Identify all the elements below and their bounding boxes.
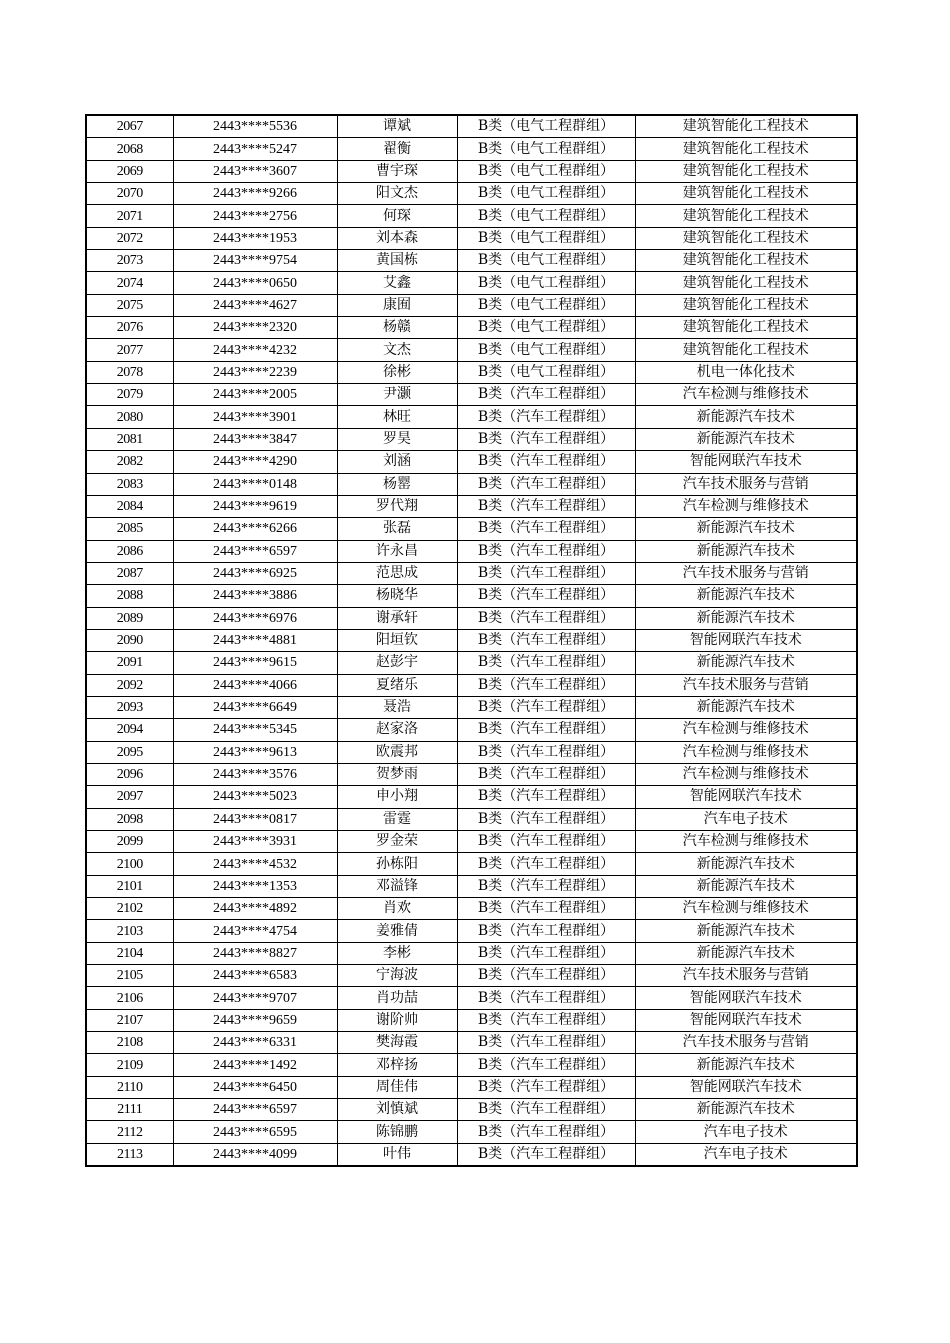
table-row	[86, 183, 857, 205]
table-row	[86, 250, 857, 272]
candidate-name-cell: 李彬	[337, 942, 457, 964]
major-cell: 新能源汽车技术	[635, 942, 857, 964]
table-row	[86, 942, 857, 964]
category-group-cell: B类（汽车工程群组）	[457, 853, 635, 875]
table-row	[86, 138, 857, 160]
candidate-id-cell: 2443****3901	[173, 406, 337, 428]
candidate-id-cell: 2443****5345	[173, 719, 337, 741]
candidate-name-cell: 阳文杰	[337, 183, 457, 205]
major-cell: 新能源汽车技术	[635, 540, 857, 562]
row-number-cell: 2103	[86, 920, 173, 942]
major-cell: 新能源汽车技术	[635, 406, 857, 428]
major-cell: 建筑智能化工程技术	[635, 138, 857, 160]
candidate-name-cell: 姜雅倩	[337, 920, 457, 942]
category-group-cell: B类（汽车工程群组）	[457, 540, 635, 562]
candidate-id-cell: 2443****9615	[173, 652, 337, 674]
major-cell: 汽车技术服务与营销	[635, 674, 857, 696]
candidate-name-cell: 康囿	[337, 294, 457, 316]
category-group-cell: B类（汽车工程群组）	[457, 1099, 635, 1121]
row-number-cell: 2083	[86, 473, 173, 495]
candidate-id-cell: 2443****9266	[173, 183, 337, 205]
candidate-name-cell: 杨晓华	[337, 585, 457, 607]
candidate-name-cell: 肖功喆	[337, 987, 457, 1009]
category-group-cell: B类（汽车工程群组）	[457, 652, 635, 674]
row-number-cell: 2076	[86, 317, 173, 339]
category-group-cell: B类（汽车工程群组）	[457, 1076, 635, 1098]
candidate-name-cell: 刘本森	[337, 227, 457, 249]
candidate-name-cell: 张磊	[337, 518, 457, 540]
candidate-id-cell: 2443****1353	[173, 875, 337, 897]
candidate-name-cell: 范思成	[337, 562, 457, 584]
row-number-cell: 2111	[86, 1099, 173, 1121]
row-number-cell: 2112	[86, 1121, 173, 1143]
candidate-name-cell: 罗昊	[337, 428, 457, 450]
row-number-cell: 2068	[86, 138, 173, 160]
category-group-cell: B类（电气工程群组）	[457, 115, 635, 138]
major-cell: 建筑智能化工程技术	[635, 339, 857, 361]
row-number-cell: 2079	[86, 384, 173, 406]
category-group-cell: B类（汽车工程群组）	[457, 696, 635, 718]
candidate-name-cell: 何琛	[337, 205, 457, 227]
table-row	[86, 1143, 857, 1166]
table-row	[86, 741, 857, 763]
candidate-id-cell: 2443****4066	[173, 674, 337, 696]
major-cell: 智能网联汽车技术	[635, 786, 857, 808]
table-row	[86, 451, 857, 473]
category-group-cell: B类（电气工程群组）	[457, 339, 635, 361]
row-number-cell: 2084	[86, 495, 173, 517]
candidate-name-cell: 叶伟	[337, 1143, 457, 1166]
candidate-id-cell: 2443****6266	[173, 518, 337, 540]
major-cell: 汽车技术服务与营销	[635, 965, 857, 987]
candidate-id-cell: 2443****4232	[173, 339, 337, 361]
candidate-id-cell: 2443****2756	[173, 205, 337, 227]
table-row	[86, 965, 857, 987]
row-number-cell: 2071	[86, 205, 173, 227]
table-row	[86, 898, 857, 920]
row-number-cell: 2094	[86, 719, 173, 741]
candidate-id-cell: 2443****5536	[173, 115, 337, 138]
table-row	[86, 1032, 857, 1054]
candidate-id-cell: 2443****6649	[173, 696, 337, 718]
major-cell: 汽车技术服务与营销	[635, 473, 857, 495]
major-cell: 汽车检测与维修技术	[635, 831, 857, 853]
category-group-cell: B类（汽车工程群组）	[457, 518, 635, 540]
row-number-cell: 2069	[86, 160, 173, 182]
category-group-cell: B类（汽车工程群组）	[457, 585, 635, 607]
candidate-id-cell: 2443****4532	[173, 853, 337, 875]
row-number-cell: 2074	[86, 272, 173, 294]
row-number-cell: 2073	[86, 250, 173, 272]
candidate-id-cell: 2443****6595	[173, 1121, 337, 1143]
category-group-cell: B类（汽车工程群组）	[457, 920, 635, 942]
candidate-id-cell: 2443****9659	[173, 1009, 337, 1031]
table-row	[86, 205, 857, 227]
candidate-id-cell: 2443****5247	[173, 138, 337, 160]
category-group-cell: B类（电气工程群组）	[457, 294, 635, 316]
candidate-name-cell: 宁海波	[337, 965, 457, 987]
row-number-cell: 2096	[86, 763, 173, 785]
candidate-id-cell: 2443****4290	[173, 451, 337, 473]
category-group-cell: B类（汽车工程群组）	[457, 763, 635, 785]
major-cell: 汽车电子技术	[635, 808, 857, 830]
row-number-cell: 2106	[86, 987, 173, 1009]
major-cell: 汽车检测与维修技术	[635, 741, 857, 763]
table-row	[86, 808, 857, 830]
table-row	[86, 875, 857, 897]
candidate-name-cell: 邓梓扬	[337, 1054, 457, 1076]
table-row	[86, 853, 857, 875]
row-number-cell: 2090	[86, 629, 173, 651]
major-cell: 智能网联汽车技术	[635, 987, 857, 1009]
row-number-cell: 2104	[86, 942, 173, 964]
major-cell: 汽车电子技术	[635, 1121, 857, 1143]
candidate-name-cell: 谢阶帅	[337, 1009, 457, 1031]
row-number-cell: 2113	[86, 1143, 173, 1166]
major-cell: 汽车检测与维修技术	[635, 719, 857, 741]
major-cell: 新能源汽车技术	[635, 696, 857, 718]
major-cell: 新能源汽车技术	[635, 518, 857, 540]
table-row	[86, 1009, 857, 1031]
candidate-name-cell: 刘涵	[337, 451, 457, 473]
row-number-cell: 2067	[86, 115, 173, 138]
candidate-id-cell: 2443****4881	[173, 629, 337, 651]
row-number-cell: 2109	[86, 1054, 173, 1076]
category-group-cell: B类（汽车工程群组）	[457, 406, 635, 428]
major-cell: 建筑智能化工程技术	[635, 227, 857, 249]
row-number-cell: 2077	[86, 339, 173, 361]
category-group-cell: B类（汽车工程群组）	[457, 674, 635, 696]
candidate-id-cell: 2443****2239	[173, 361, 337, 383]
category-group-cell: B类（汽车工程群组）	[457, 875, 635, 897]
candidate-id-cell: 2443****6583	[173, 965, 337, 987]
row-number-cell: 2086	[86, 540, 173, 562]
category-group-cell: B类（电气工程群组）	[457, 250, 635, 272]
table-row	[86, 652, 857, 674]
row-number-cell: 2091	[86, 652, 173, 674]
candidate-name-cell: 翟衡	[337, 138, 457, 160]
candidate-id-cell: 2443****0148	[173, 473, 337, 495]
candidate-name-cell: 文杰	[337, 339, 457, 361]
roster-table	[85, 114, 858, 1167]
row-number-cell: 2092	[86, 674, 173, 696]
candidate-id-cell: 2443****0817	[173, 808, 337, 830]
category-group-cell: B类（汽车工程群组）	[457, 495, 635, 517]
table-row	[86, 1099, 857, 1121]
candidate-name-cell: 刘慎斌	[337, 1099, 457, 1121]
category-group-cell: B类（汽车工程群组）	[457, 629, 635, 651]
candidate-name-cell: 肖欢	[337, 898, 457, 920]
candidate-name-cell: 赵家洛	[337, 719, 457, 741]
row-number-cell: 2078	[86, 361, 173, 383]
candidate-name-cell: 杨罂	[337, 473, 457, 495]
candidate-id-cell: 2443****5023	[173, 786, 337, 808]
table-row	[86, 1121, 857, 1143]
category-group-cell: B类（电气工程群组）	[457, 138, 635, 160]
candidate-id-cell: 2443****9754	[173, 250, 337, 272]
major-cell: 新能源汽车技术	[635, 428, 857, 450]
candidate-name-cell: 曹宇琛	[337, 160, 457, 182]
table-row	[86, 428, 857, 450]
category-group-cell: B类（电气工程群组）	[457, 160, 635, 182]
category-group-cell: B类（汽车工程群组）	[457, 428, 635, 450]
category-group-cell: B类（汽车工程群组）	[457, 786, 635, 808]
table-row	[86, 562, 857, 584]
major-cell: 建筑智能化工程技术	[635, 115, 857, 138]
major-cell: 智能网联汽车技术	[635, 629, 857, 651]
candidate-id-cell: 2443****4099	[173, 1143, 337, 1166]
row-number-cell: 2097	[86, 786, 173, 808]
row-number-cell: 2098	[86, 808, 173, 830]
row-number-cell: 2101	[86, 875, 173, 897]
candidate-id-cell: 2443****6976	[173, 607, 337, 629]
row-number-cell: 2082	[86, 451, 173, 473]
row-number-cell: 2102	[86, 898, 173, 920]
category-group-cell: B类（汽车工程群组）	[457, 965, 635, 987]
major-cell: 机电一体化技术	[635, 361, 857, 383]
candidate-name-cell: 夏绪乐	[337, 674, 457, 696]
table-row	[86, 831, 857, 853]
category-group-cell: B类（汽车工程群组）	[457, 987, 635, 1009]
category-group-cell: B类（汽车工程群组）	[457, 741, 635, 763]
major-cell: 建筑智能化工程技术	[635, 160, 857, 182]
table-row	[86, 585, 857, 607]
candidate-name-cell: 孙栋阳	[337, 853, 457, 875]
row-number-cell: 2100	[86, 853, 173, 875]
candidate-name-cell: 聂浩	[337, 696, 457, 718]
candidate-id-cell: 2443****4892	[173, 898, 337, 920]
roster-table-body	[86, 115, 857, 1166]
table-row	[86, 495, 857, 517]
candidate-name-cell: 申小翔	[337, 786, 457, 808]
category-group-cell: B类（汽车工程群组）	[457, 451, 635, 473]
category-group-cell: B类（汽车工程群组）	[457, 1121, 635, 1143]
category-group-cell: B类（汽车工程群组）	[457, 942, 635, 964]
category-group-cell: B类（汽车工程群组）	[457, 607, 635, 629]
category-group-cell: B类（汽车工程群组）	[457, 1054, 635, 1076]
candidate-name-cell: 许永昌	[337, 540, 457, 562]
table-row	[86, 272, 857, 294]
category-group-cell: B类（汽车工程群组）	[457, 719, 635, 741]
category-group-cell: B类（电气工程群组）	[457, 317, 635, 339]
table-row	[86, 674, 857, 696]
candidate-id-cell: 2443****3576	[173, 763, 337, 785]
table-row	[86, 786, 857, 808]
candidate-id-cell: 2443****6331	[173, 1032, 337, 1054]
table-row	[86, 696, 857, 718]
table-row	[86, 763, 857, 785]
major-cell: 新能源汽车技术	[635, 607, 857, 629]
major-cell: 智能网联汽车技术	[635, 1009, 857, 1031]
table-row	[86, 540, 857, 562]
candidate-id-cell: 2443****3847	[173, 428, 337, 450]
candidate-name-cell: 周佳伟	[337, 1076, 457, 1098]
row-number-cell: 2099	[86, 831, 173, 853]
major-cell: 建筑智能化工程技术	[635, 294, 857, 316]
major-cell: 智能网联汽车技术	[635, 1076, 857, 1098]
major-cell: 新能源汽车技术	[635, 875, 857, 897]
table-row	[86, 361, 857, 383]
candidate-id-cell: 2443****0650	[173, 272, 337, 294]
category-group-cell: B类（汽车工程群组）	[457, 384, 635, 406]
table-row	[86, 629, 857, 651]
row-number-cell: 2072	[86, 227, 173, 249]
row-number-cell: 2075	[86, 294, 173, 316]
candidate-name-cell: 贺梦雨	[337, 763, 457, 785]
table-row	[86, 406, 857, 428]
category-group-cell: B类（汽车工程群组）	[457, 1032, 635, 1054]
category-group-cell: B类（电气工程群组）	[457, 272, 635, 294]
candidate-id-cell: 2443****2005	[173, 384, 337, 406]
candidate-name-cell: 罗代翔	[337, 495, 457, 517]
candidate-id-cell: 2443****6925	[173, 562, 337, 584]
table-row	[86, 987, 857, 1009]
table-row	[86, 227, 857, 249]
candidate-id-cell: 2443****6450	[173, 1076, 337, 1098]
major-cell: 建筑智能化工程技术	[635, 250, 857, 272]
row-number-cell: 2108	[86, 1032, 173, 1054]
candidate-name-cell: 尹灏	[337, 384, 457, 406]
row-number-cell: 2081	[86, 428, 173, 450]
candidate-name-cell: 罗金荣	[337, 831, 457, 853]
candidate-id-cell: 2443****3607	[173, 160, 337, 182]
major-cell: 新能源汽车技术	[635, 1054, 857, 1076]
candidate-id-cell: 2443****3931	[173, 831, 337, 853]
table-row	[86, 607, 857, 629]
table-row	[86, 1054, 857, 1076]
major-cell: 新能源汽车技术	[635, 652, 857, 674]
major-cell: 建筑智能化工程技术	[635, 183, 857, 205]
candidate-id-cell: 2443****1492	[173, 1054, 337, 1076]
table-row	[86, 473, 857, 495]
candidate-id-cell: 2443****8827	[173, 942, 337, 964]
major-cell: 智能网联汽车技术	[635, 451, 857, 473]
major-cell: 汽车检测与维修技术	[635, 763, 857, 785]
candidate-name-cell: 赵彭宇	[337, 652, 457, 674]
candidate-id-cell: 2443****9613	[173, 741, 337, 763]
candidate-name-cell: 陈锦鹏	[337, 1121, 457, 1143]
candidate-id-cell: 2443****3886	[173, 585, 337, 607]
row-number-cell: 2070	[86, 183, 173, 205]
candidate-id-cell: 2443****4754	[173, 920, 337, 942]
candidate-id-cell: 2443****6597	[173, 540, 337, 562]
major-cell: 建筑智能化工程技术	[635, 205, 857, 227]
row-number-cell: 2093	[86, 696, 173, 718]
row-number-cell: 2080	[86, 406, 173, 428]
table-row	[86, 160, 857, 182]
major-cell: 汽车检测与维修技术	[635, 898, 857, 920]
major-cell: 汽车技术服务与营销	[635, 1032, 857, 1054]
table-row	[86, 920, 857, 942]
category-group-cell: B类（汽车工程群组）	[457, 562, 635, 584]
candidate-name-cell: 谭斌	[337, 115, 457, 138]
major-cell: 新能源汽车技术	[635, 853, 857, 875]
table-row	[86, 294, 857, 316]
category-group-cell: B类（汽车工程群组）	[457, 831, 635, 853]
candidate-name-cell: 邓溢锋	[337, 875, 457, 897]
row-number-cell: 2089	[86, 607, 173, 629]
row-number-cell: 2107	[86, 1009, 173, 1031]
major-cell: 建筑智能化工程技术	[635, 272, 857, 294]
category-group-cell: B类（汽车工程群组）	[457, 898, 635, 920]
table-row	[86, 518, 857, 540]
major-cell: 汽车检测与维修技术	[635, 495, 857, 517]
candidate-name-cell: 谢承轩	[337, 607, 457, 629]
major-cell: 汽车检测与维修技术	[635, 384, 857, 406]
row-number-cell: 2085	[86, 518, 173, 540]
candidate-id-cell: 2443****6597	[173, 1099, 337, 1121]
candidate-name-cell: 艾鑫	[337, 272, 457, 294]
candidate-name-cell: 徐彬	[337, 361, 457, 383]
category-group-cell: B类（电气工程群组）	[457, 205, 635, 227]
major-cell: 汽车电子技术	[635, 1143, 857, 1166]
candidate-id-cell: 2443****2320	[173, 317, 337, 339]
category-group-cell: B类（汽车工程群组）	[457, 473, 635, 495]
row-number-cell: 2105	[86, 965, 173, 987]
candidate-name-cell: 林旺	[337, 406, 457, 428]
candidate-id-cell: 2443****9707	[173, 987, 337, 1009]
category-group-cell: B类（电气工程群组）	[457, 361, 635, 383]
table-row	[86, 115, 857, 138]
category-group-cell: B类（电气工程群组）	[457, 183, 635, 205]
table-row	[86, 317, 857, 339]
candidate-name-cell: 黄国栋	[337, 250, 457, 272]
row-number-cell: 2087	[86, 562, 173, 584]
candidate-name-cell: 樊海霞	[337, 1032, 457, 1054]
table-row	[86, 339, 857, 361]
candidate-id-cell: 2443****1953	[173, 227, 337, 249]
category-group-cell: B类（汽车工程群组）	[457, 1143, 635, 1166]
category-group-cell: B类（电气工程群组）	[457, 227, 635, 249]
candidate-id-cell: 2443****9619	[173, 495, 337, 517]
row-number-cell: 2110	[86, 1076, 173, 1098]
major-cell: 汽车技术服务与营销	[635, 562, 857, 584]
candidate-name-cell: 阳垣钦	[337, 629, 457, 651]
table-row	[86, 384, 857, 406]
row-number-cell: 2095	[86, 741, 173, 763]
table-row	[86, 719, 857, 741]
candidate-name-cell: 雷霆	[337, 808, 457, 830]
major-cell: 新能源汽车技术	[635, 920, 857, 942]
category-group-cell: B类（汽车工程群组）	[457, 808, 635, 830]
table-row	[86, 1076, 857, 1098]
major-cell: 新能源汽车技术	[635, 1099, 857, 1121]
major-cell: 建筑智能化工程技术	[635, 317, 857, 339]
row-number-cell: 2088	[86, 585, 173, 607]
candidate-name-cell: 杨赣	[337, 317, 457, 339]
candidate-name-cell: 欧震邦	[337, 741, 457, 763]
candidate-id-cell: 2443****4627	[173, 294, 337, 316]
category-group-cell: B类（汽车工程群组）	[457, 1009, 635, 1031]
major-cell: 新能源汽车技术	[635, 585, 857, 607]
